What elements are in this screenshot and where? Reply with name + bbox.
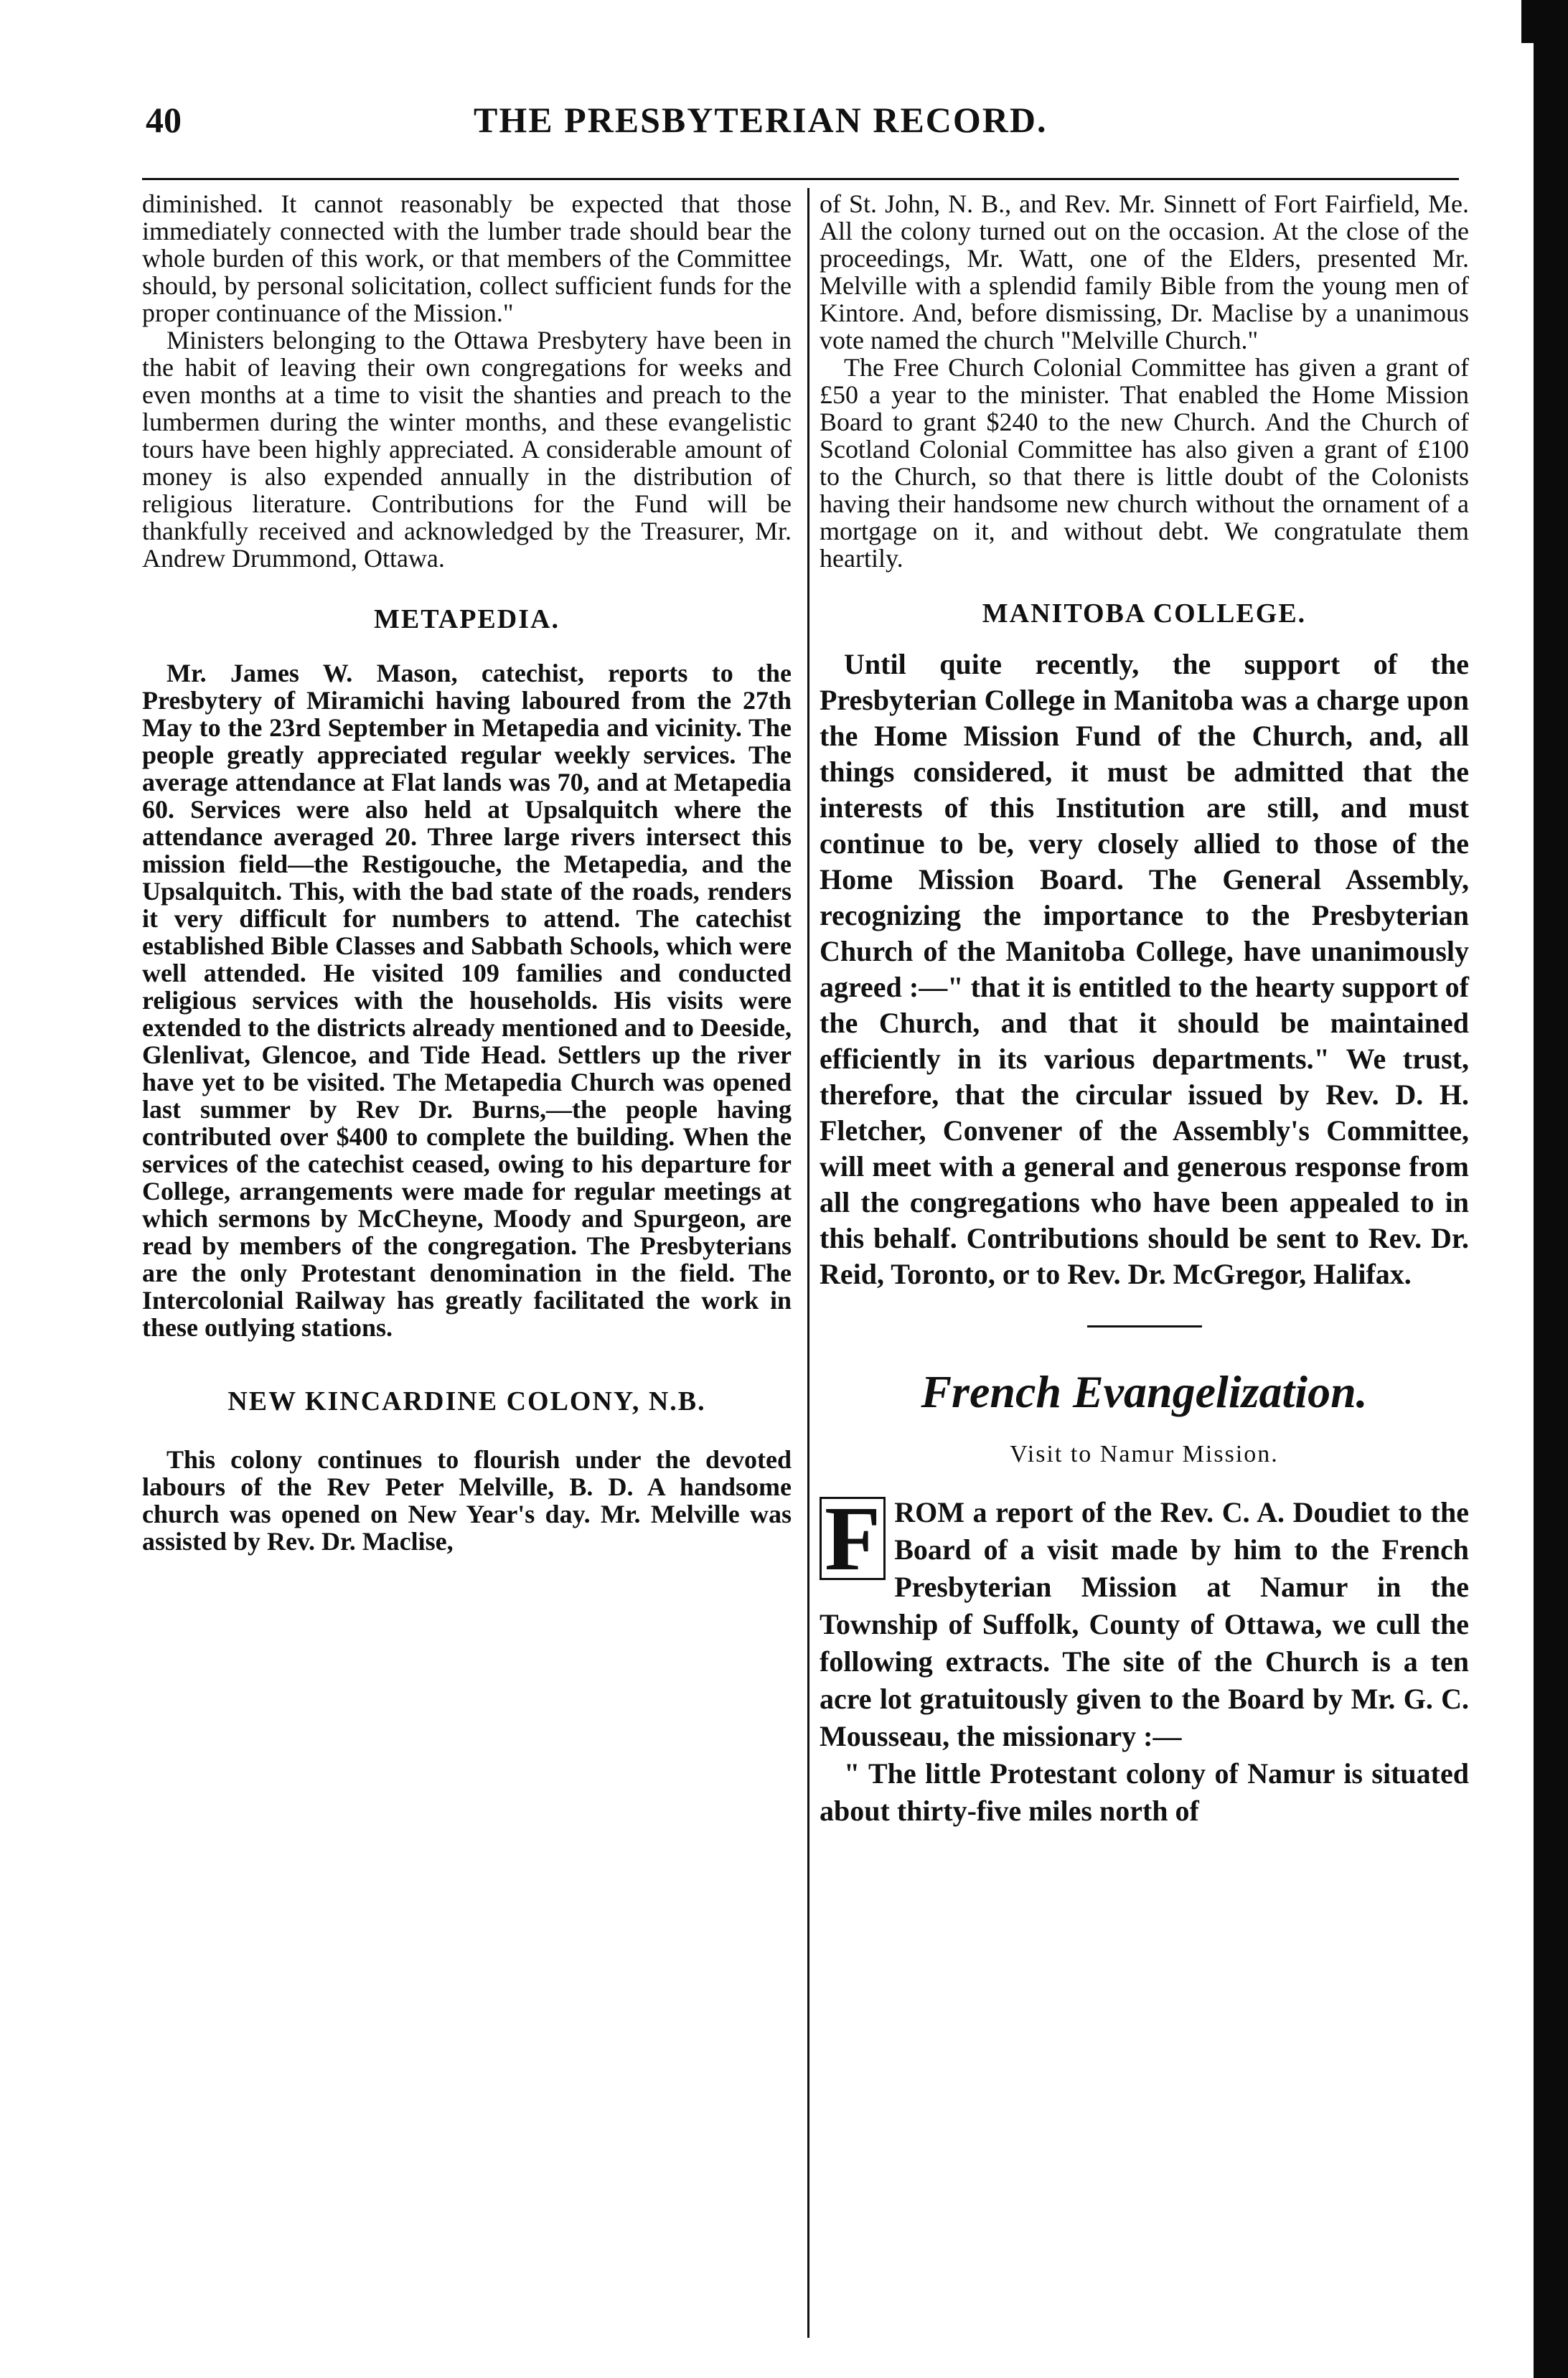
paragraph-manitoba: Until quite recently, the support of the Presbyterian College in Manitoba was a charge upon the Home Mission Fund of the Church, and, all things considered, it must be admitted that the interests of this Institution are still, and must continue to be, very closely allied to those of the Home Mission Board. The General Assembly, recognizing the importance to the Presbyterian Church of the Manitoba College, have unanimously agreed :—" that it is entitled to the hearty support of the Church, and that it should be maintained efficiently in its various departments." We trust, therefore, that the circular issued by Rev. D. H. Fletcher, Convener of the Assembly's Committee, will meet with a general and generous response from all the congregations who have been appealed to in this behalf. Contributions should be sent to Rev. Dr. Reid, Toronto, or to Rev. Dr. McGregor, Halifax.	[820, 648, 1469, 1290]
paragraph-colonial-committee: The Free Church Colonial Committee has given a grant of £50 a year to the minister. That enabled the Home Mission Board to grant $240 to the new Church. And the Church of Scotland Colonial Committee has also given a grant of £100 to the Church, so that there is little doubt of the Colonists having their handsome new church without the ornament of a mortgage on it, and without debt. We congratulate them heartily.	[820, 353, 1469, 573]
right-column	[820, 190, 1469, 1830]
heading-french-evangelization: French Evangelization.	[921, 1366, 1368, 1417]
paragraph-melville-church: of St. John, N. B., and Rev. Mr. Sinnett of Fort Fairfield, Me. All the colony turned out on the occasion. At the close of the proceedings, Mr. Watt, one of the Elders, presented Mr. Melville with a splendid family Bible from the young men of Kintore. And, before dismissing, Dr. Maclise by a unanimous vote named the church "Melville Church."	[820, 189, 1469, 354]
section-rule	[1087, 1325, 1202, 1327]
paragraph-ottawa-presbytery: Ministers belonging to the Ottawa Presbytery have been in the habit of leaving their own congregations for weeks and even months at a time to visit the shanties and preach to the lumbermen during the winter months, and these evangelistic tours have been highly appreciated. A considerable amount of money is also expended annually in the distribution of religious literature. Contributions for the Fund will be thankfully received and acknowledged by the Treasurer, Mr. Andrew Drummond, Ottawa.	[142, 326, 792, 573]
heading-visit-namur: Visit to Namur Mission.	[1010, 1441, 1279, 1467]
page-number: 40	[146, 100, 182, 140]
column-divider	[807, 188, 809, 2338]
paragraph-namur-report-text: ROM a report of the Rev. C. A. Doudiet to the Board of a visit made by him to the French Presbyterian Mission at Namur in the Township of Suffolk, County of Ottawa, we cull the following extracts. The site of the Church is a ten acre lot gratuitously given to the Board by Mr. G. C. Mousseau, the missionary :—	[820, 1496, 1469, 1752]
heading-manitoba-college: MANITOBA COLLEGE.	[982, 598, 1307, 629]
drop-cap: F	[820, 1497, 886, 1580]
paragraph-namur-quote: " The little Protestant colony of Namur is situated about thirty-five miles north of	[820, 1757, 1469, 1827]
heading-metapedia: METAPEDIA.	[374, 604, 560, 634]
running-title: THE PRESBYTERIAN RECORD.	[474, 100, 1048, 140]
page-edge-bar	[1534, 0, 1568, 2378]
paragraph-namur-report	[820, 1488, 1469, 1755]
paragraph-kincardine: This colony continues to flourish under the devoted labours of the Rev Peter Melville, B. D. A handsome church was opened on New Year's day. Mr. Melville was assisted by Rev. Dr. Maclise,	[142, 1445, 792, 1556]
paragraph-diminished: diminished. It cannot reasonably be expected that those immediately connected with the lumber trade should bear the whole burden of this work, or that members of the Committee should, by personal solicitation, collect sufficient funds for the proper continuance of the Mission."	[142, 189, 792, 327]
heading-new-kincardine: NEW KINCARDINE COLONY, N.B.	[227, 1386, 706, 1416]
header-rule	[142, 178, 1459, 180]
page-edge-notch	[1521, 0, 1534, 43]
left-column	[142, 190, 792, 1555]
paragraph-metapedia: Mr. James W. Mason, catechist, reports to the Presbytery of Miramichi having laboured from the 27th May to the 23rd September in Metapedia and vicinity. The people greatly appreciated regular weekly services. The average attendance at Flat lands was 70, and at Metapedia 60. Services were also held at Upsalquitch where the attendance averaged 20. Three large rivers intersect this mission field—the Restigouche, the Metapedia, and the Upsalquitch. This, with the bad state of the roads, renders it very difficult for numbers to attend. The catechist established Bible Classes and Sabbath Schools, which were well attended. He visited 109 families and conducted religious services with the households. His visits were extended to the districts already mentioned and to Deeside, Glenlivat, Glencoe, and Tide Head. Settlers up the river have yet to be visited. The Metapedia Church was opened last summer by Rev Dr. Burns,—the people having contributed over $400 to complete the building. When the services of the catechist ceased, owing to his departure for College, arrangements were made for regular meetings at which sermons by McCheyne, Moody and Spurgeon, are read by members of the congregation. The Presbyterians are the only Protestant denomination in the field. The Intercolonial Railway has greatly facilitated the work in these outlying stations.	[142, 659, 792, 1342]
